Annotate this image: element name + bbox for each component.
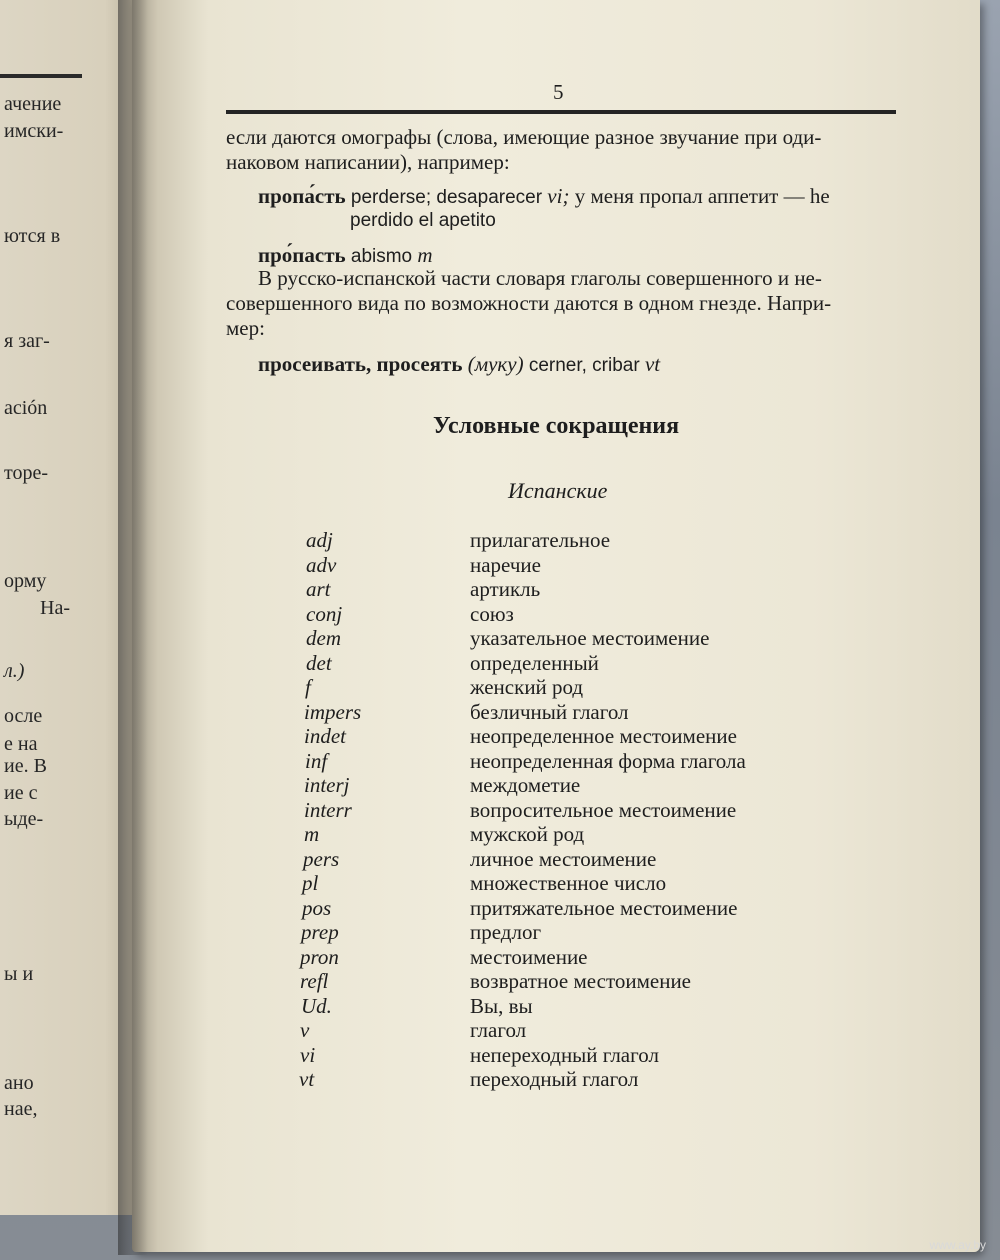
abbreviation-meaning: множественное число (470, 871, 667, 895)
example-2-translation: abismo (350, 246, 413, 267)
example-entry-2 (258, 245, 433, 266)
left-page-fragment: ación (4, 397, 48, 419)
abbreviation-term: impers (304, 699, 362, 724)
left-page-fragment: ются в (4, 225, 61, 247)
abbreviation-term: art (306, 577, 331, 601)
subsection-heading: Испанские (508, 478, 608, 503)
abbreviation-term: interj (304, 773, 350, 797)
abbreviation-term: det (306, 650, 332, 675)
example-3-headword: просеивать, просеять (258, 352, 463, 376)
watermark: www.ay.by (929, 1238, 986, 1252)
left-page-fragment: ачение (4, 93, 62, 115)
abbreviation-meaning: неопределенное местоимение (470, 724, 737, 748)
section-heading: Условные сокращения (433, 413, 680, 439)
abbreviation-meaning: переходный глагол (470, 1067, 639, 1091)
abbreviation-term: inf (305, 748, 328, 773)
left-page-fragment: ыде- (4, 808, 44, 830)
header-rule (226, 110, 896, 114)
left-page-fragment: ие с (4, 782, 38, 804)
abbreviation-term: conj (306, 601, 343, 626)
abbreviation-meaning: Вы, вы (470, 993, 533, 1018)
example-2-gram: m (417, 243, 433, 267)
abbreviation-term: prep (301, 920, 339, 944)
left-page-fragment: нае, (4, 1098, 38, 1120)
abbreviation-meaning: возвратное местоимение (470, 969, 692, 993)
abbreviation-term: pron (300, 944, 339, 969)
left-page-fragment: орму (4, 570, 47, 592)
abbreviation-meaning: безличный глагол (470, 699, 629, 724)
abbreviation-term: pl (302, 871, 319, 895)
paragraph-line-1: В русско-испанской части словаря глаголы совершенного и не- (258, 266, 822, 290)
abbreviation-term: f (305, 675, 311, 699)
abbreviation-term: pos (302, 895, 332, 920)
intro-line-2: наковом написании), например: (226, 150, 510, 174)
example-1-gram: vi; (547, 184, 570, 208)
example-1-gloss: у меня пропал аппетит — he (574, 184, 830, 208)
left-page-fragment: ы и (4, 963, 34, 985)
example-1-headword: пропа́сть (258, 184, 346, 208)
intro-line-1: если даются омографы (слова, имеющие разное звучание при оди- (226, 125, 822, 149)
left-page-fragment: торе- (4, 462, 49, 484)
abbreviation-meaning: союз (470, 601, 514, 626)
abbreviation-meaning: наречие (470, 552, 541, 577)
abbreviation-meaning: междометие (470, 773, 581, 797)
abbreviation-term: refl (300, 969, 329, 993)
abbreviation-term: interr (304, 797, 352, 822)
left-page-fragment: ано (4, 1072, 34, 1094)
abbreviation-meaning: женский род (470, 675, 584, 699)
left-page-fragment: имски- (4, 120, 64, 142)
abbreviation-term: adv (306, 552, 337, 577)
example-entry-1 (258, 186, 830, 207)
abbreviation-meaning: прилагательное (470, 528, 611, 552)
example-3-translation: cerner, cribar (528, 355, 640, 376)
abbreviation-meaning: непереходный глагол (470, 1042, 659, 1067)
abbreviation-meaning: предлог (470, 920, 542, 944)
left-page-rule (0, 74, 82, 78)
abbreviation-term: vi (300, 1042, 316, 1067)
abbreviation-meaning: артикль (470, 577, 541, 601)
abbreviation-meaning: притяжательное местоимение (470, 895, 738, 920)
abbreviation-meaning: глагол (470, 1018, 527, 1042)
example-2-headword: про́пасть (258, 243, 346, 267)
example-1-translation: perderse; desaparecer (350, 187, 543, 208)
left-page-fragment: На- (40, 597, 70, 619)
abbreviation-meaning: мужской род (470, 822, 585, 846)
abbreviation-term: dem (306, 626, 341, 650)
abbreviation-meaning: неопределенная форма глагола (470, 748, 746, 773)
left-page-fragment: я заг- (4, 330, 50, 352)
abbreviation-meaning: личное местоимение (470, 846, 657, 871)
paragraph-line-3: мер: (226, 316, 265, 340)
gutter-shadow (118, 0, 148, 1255)
page-number: 5 (553, 80, 564, 104)
left-page-fragment: е на (4, 733, 38, 755)
abbreviation-term: pers (303, 846, 340, 871)
example-1-continuation: perdido el apetito (350, 210, 496, 231)
example-3-context: (муку) (467, 352, 524, 376)
abbreviation-term: v (300, 1018, 310, 1042)
example-3-gram: vt (644, 352, 661, 376)
abbreviation-meaning: определенный (470, 650, 599, 675)
abbreviation-meaning: местоимение (470, 944, 588, 969)
left-page-fragment: осле (4, 705, 43, 727)
abbreviation-term: adj (306, 528, 333, 552)
example-entry-3 (258, 354, 660, 375)
left-page-fragment: л.) (4, 660, 25, 682)
abbreviation-term: m (304, 822, 320, 846)
paragraph-line-2: совершенного вида по возможности даются в одном гнезде. Напри- (226, 291, 832, 315)
abbreviation-term: Ud. (301, 993, 332, 1018)
abbreviation-meaning: вопросительное местоимение (470, 797, 737, 822)
abbreviation-term: indet (304, 724, 346, 748)
abbreviation-term: vt (299, 1067, 315, 1091)
left-page-fragment: ие. В (4, 755, 47, 777)
abbreviation-meaning: указательное местоимение (470, 626, 710, 650)
